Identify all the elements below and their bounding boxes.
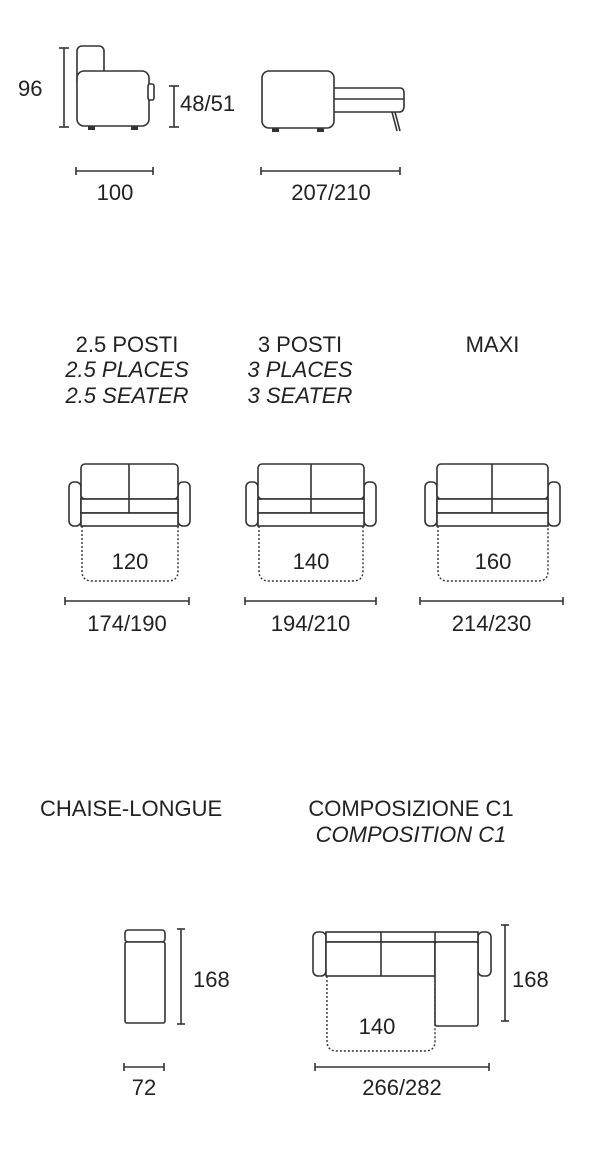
chaise-length: 168 — [193, 967, 230, 992]
composition-width: 266/282 — [362, 1075, 442, 1100]
depth-open-label: 207/210 — [291, 180, 371, 205]
model-3-width: 194/210 — [270, 611, 351, 636]
model-3-bed-width: 140 — [292, 549, 330, 574]
model-maxi-title: MAXI — [465, 332, 520, 357]
height-label: 96 — [18, 76, 43, 101]
model-maxi-plan — [420, 464, 563, 605]
composition-length: 168 — [512, 967, 549, 992]
model-2-5-bed-width: 120 — [111, 549, 149, 574]
model-3-title: 3 POSTI — [257, 332, 343, 357]
depth-label: 100 — [96, 180, 134, 205]
composition-bed-width: 140 — [358, 1014, 396, 1039]
composition-title: COMPOSIZIONE C1 — [308, 796, 514, 821]
model-2-5-width: 174/190 — [87, 611, 167, 636]
chaise-width: 72 — [131, 1075, 157, 1100]
model-3-plan — [245, 464, 376, 605]
composition-c1-plan — [313, 925, 509, 1071]
model-3-subtitle-en: 3 SEATER — [247, 383, 353, 408]
model-2-5-subtitle-en: 2.5 SEATER — [65, 383, 189, 408]
chaise-longue-plan — [124, 929, 185, 1071]
seat-height-label: 48/51 — [180, 91, 236, 116]
model-maxi-width: 214/230 — [451, 611, 532, 636]
side-view-closed — [59, 46, 179, 175]
model-maxi-bed-width: 160 — [474, 549, 512, 574]
model-2-5-plan — [65, 464, 190, 605]
model-2-5-title: 2.5 POSTI — [75, 332, 179, 357]
side-view-open — [261, 71, 404, 175]
model-2-5-subtitle-fr: 2.5 PLACES — [65, 357, 189, 382]
model-3-subtitle-fr: 3 PLACES — [247, 357, 353, 382]
composition-subtitle: COMPOSITION C1 — [315, 822, 507, 847]
chaise-title: CHAISE-LONGUE — [40, 796, 223, 821]
